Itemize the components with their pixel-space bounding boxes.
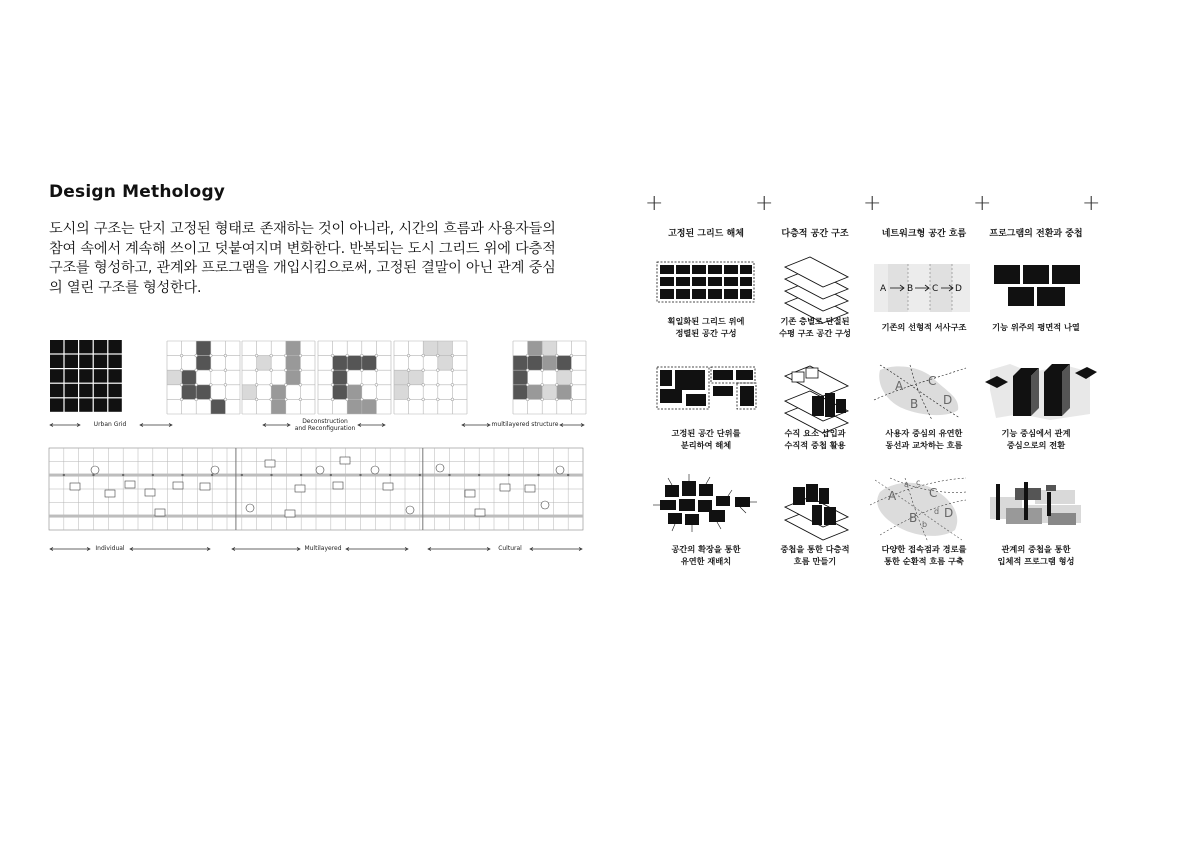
range-label-individual: Individual — [95, 545, 125, 552]
range-label-deconstruction: Deconstruction and Reconfiguration — [294, 418, 356, 432]
diagram-circular-network — [870, 478, 966, 542]
matrix-column-header: 다층적 공간 구조 — [781, 229, 849, 239]
matrix-caption: 획일화된 그리드 위에 정렬된 공간 구성 — [667, 316, 745, 338]
intro-line: 참여 속에서 계속해 쓰이고 덧붙여지며 변화한다. 반복되는 도시 그리드 위에 다층적 — [49, 240, 556, 257]
matrix-caption: 사용자 중심의 유연한 동선과 교차하는 흐름 — [885, 428, 963, 450]
node-label: B — [907, 284, 914, 294]
node-label: A — [888, 489, 897, 503]
node-label: c — [916, 478, 921, 487]
page-title: Design Methology — [49, 182, 226, 202]
node-label: A — [880, 284, 887, 294]
intro-line: 도시의 구조는 단지 고정된 형태로 존재하는 것이 아니라, 시간의 흐름과 사용자들의 — [49, 221, 556, 237]
matrix-caption: 고정된 공간 단위를 분리하여 해체 — [671, 428, 741, 450]
diagram-vertical-insertion — [785, 366, 848, 433]
matrix-caption: 기존의 선형적 서사구조 — [881, 322, 967, 332]
intro-line: 구조를 형성하고, 관계와 프로그램을 개입시킴으로써, 고정된 결말이 아닌 관계 중심 — [49, 260, 556, 276]
intro-line: 의 열린 구조를 형성한다. — [49, 279, 202, 296]
matrix-caption: 수직 요소 삽입과 수직적 중첩 활용 — [784, 428, 846, 450]
matrix-caption: 중첩을 통한 다층적 흐름 만들기 — [780, 544, 850, 566]
matrix-caption: 공간의 확장을 통한 유연한 재배치 — [671, 544, 741, 566]
node-label: D — [944, 506, 954, 520]
node-label: B — [909, 511, 918, 525]
diagram-stacked-plates — [785, 257, 848, 323]
diagram-relational-volumes — [985, 364, 1097, 420]
diagram-expanded-layout — [653, 474, 757, 532]
node-label: b — [922, 520, 928, 529]
node-label: D — [943, 393, 953, 407]
node-label: a — [904, 480, 909, 489]
range-label-multilayered: Multilayered — [304, 545, 342, 552]
matrix-caption: 관계의 중첩을 통한 입체적 프로그램 형성 — [997, 544, 1075, 566]
matrix-caption: 기능 위주의 평면적 나열 — [992, 322, 1080, 332]
matrix-column-header: 네트워크형 공간 흐름 — [881, 229, 967, 239]
diagram-crossing-flows — [874, 365, 966, 420]
diagram-separated-units — [657, 367, 756, 409]
matrix-caption: 다양한 접속점과 경로를 통한 순환적 흐름 구축 — [881, 544, 967, 566]
node-label: d — [934, 507, 940, 516]
plus-icon: + — [1082, 191, 1101, 216]
node-label: A — [895, 379, 904, 393]
diagram-layered-program — [990, 482, 1081, 525]
node-label: C — [928, 374, 937, 388]
matrix-caption: 기존 층별로 단절된 수평 구조 공간 구성 — [779, 316, 851, 338]
matrix-caption: 기능 중심에서 관계 중심으로의 전환 — [1001, 428, 1071, 450]
plus-icon: + — [755, 191, 774, 216]
plus-icon: + — [863, 191, 882, 216]
node-label: B — [910, 397, 919, 411]
matrix-column-header: 고정된 그리드 해체 — [668, 229, 744, 239]
plus-icon: + — [645, 191, 664, 216]
diagram-linear-narrative — [874, 264, 970, 312]
node-label: D — [955, 284, 962, 294]
node-label: C — [932, 284, 939, 294]
node-label: C — [929, 486, 938, 500]
matrix-column-header: 프로그램의 전환과 중첩 — [989, 229, 1083, 239]
range-label-cultural: Cultural — [498, 545, 522, 552]
diagram-layered-flow — [785, 484, 848, 540]
diagram-flat-arrangement — [994, 265, 1080, 306]
plus-icon: + — [973, 191, 992, 216]
range-label-multilayered-structure: multilayered structure — [491, 421, 559, 428]
range-label-urban-grid: Urban Grid — [93, 421, 127, 428]
diagram-uniform-grid — [657, 262, 754, 302]
